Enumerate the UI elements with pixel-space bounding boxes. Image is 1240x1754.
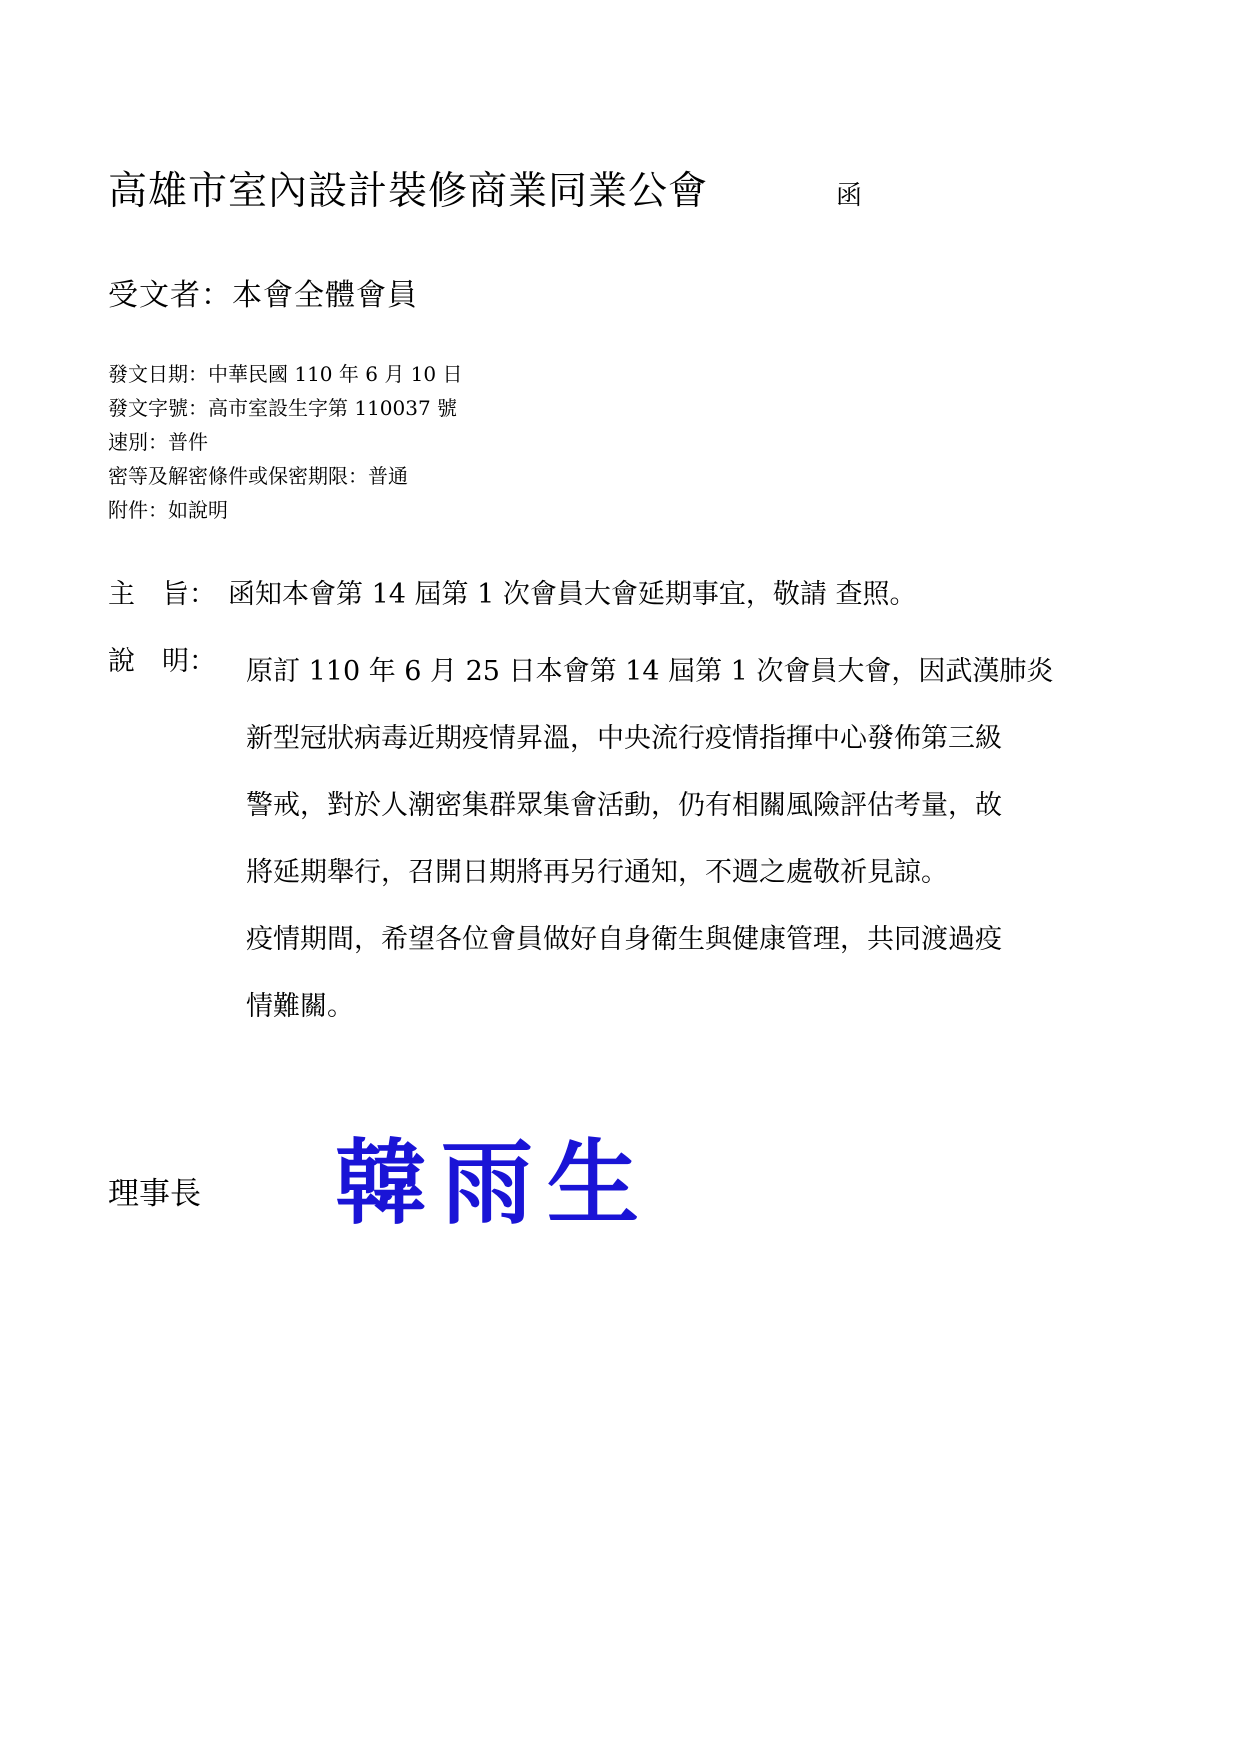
description-body: [246, 638, 1053, 1040]
security-level: 密等及解密條件或保密期限：普通: [108, 464, 408, 488]
document-type: 函: [836, 181, 863, 211]
signer-title: 理事長: [108, 1176, 201, 1212]
description-line: 疫情期間，希望各位會員做好自身衛生與健康管理，共同渡過疫: [246, 924, 1002, 955]
description-line: 原訂 110 年 6 月 25 日本會第 14 屆第 1 次會員大會，因武漢肺炎: [246, 656, 1054, 687]
signature: 韓雨生: [335, 1130, 654, 1237]
issue-date: 發文日期：中華民國 110 年 6 月 10 日: [108, 362, 463, 386]
description-line: 新型冠狀病毒近期疫情昇溫，中央流行疫情指揮中心發佈第三級: [246, 723, 1002, 754]
document-meta: [108, 357, 463, 527]
attachment-note: 附件：如說明: [108, 498, 228, 522]
description-label: 說 明：: [108, 646, 216, 677]
recipient: 受文者：本會全體會員: [108, 278, 418, 313]
subject-text: 函知本會第 14 屆第 1 次會員大會延期事宜，敬請 查照。: [228, 579, 917, 610]
organization-name: 高雄市室內設計裝修商業同業公會: [108, 169, 709, 214]
description-line: 情難關。: [246, 991, 354, 1022]
document-number: 發文字號：高市室設生字第 110037 號: [108, 396, 458, 420]
subject-section: [108, 575, 916, 615]
description-line: 警戒，對於人潮密集群眾集會活動，仍有相關風險評估考量，故: [246, 790, 1002, 821]
delivery-speed: 速別：普件: [108, 430, 208, 454]
subject-label: 主 旨：: [108, 579, 216, 610]
description-line: 將延期舉行，召開日期將再另行通知，不週之處敬祈見諒。: [246, 857, 948, 888]
